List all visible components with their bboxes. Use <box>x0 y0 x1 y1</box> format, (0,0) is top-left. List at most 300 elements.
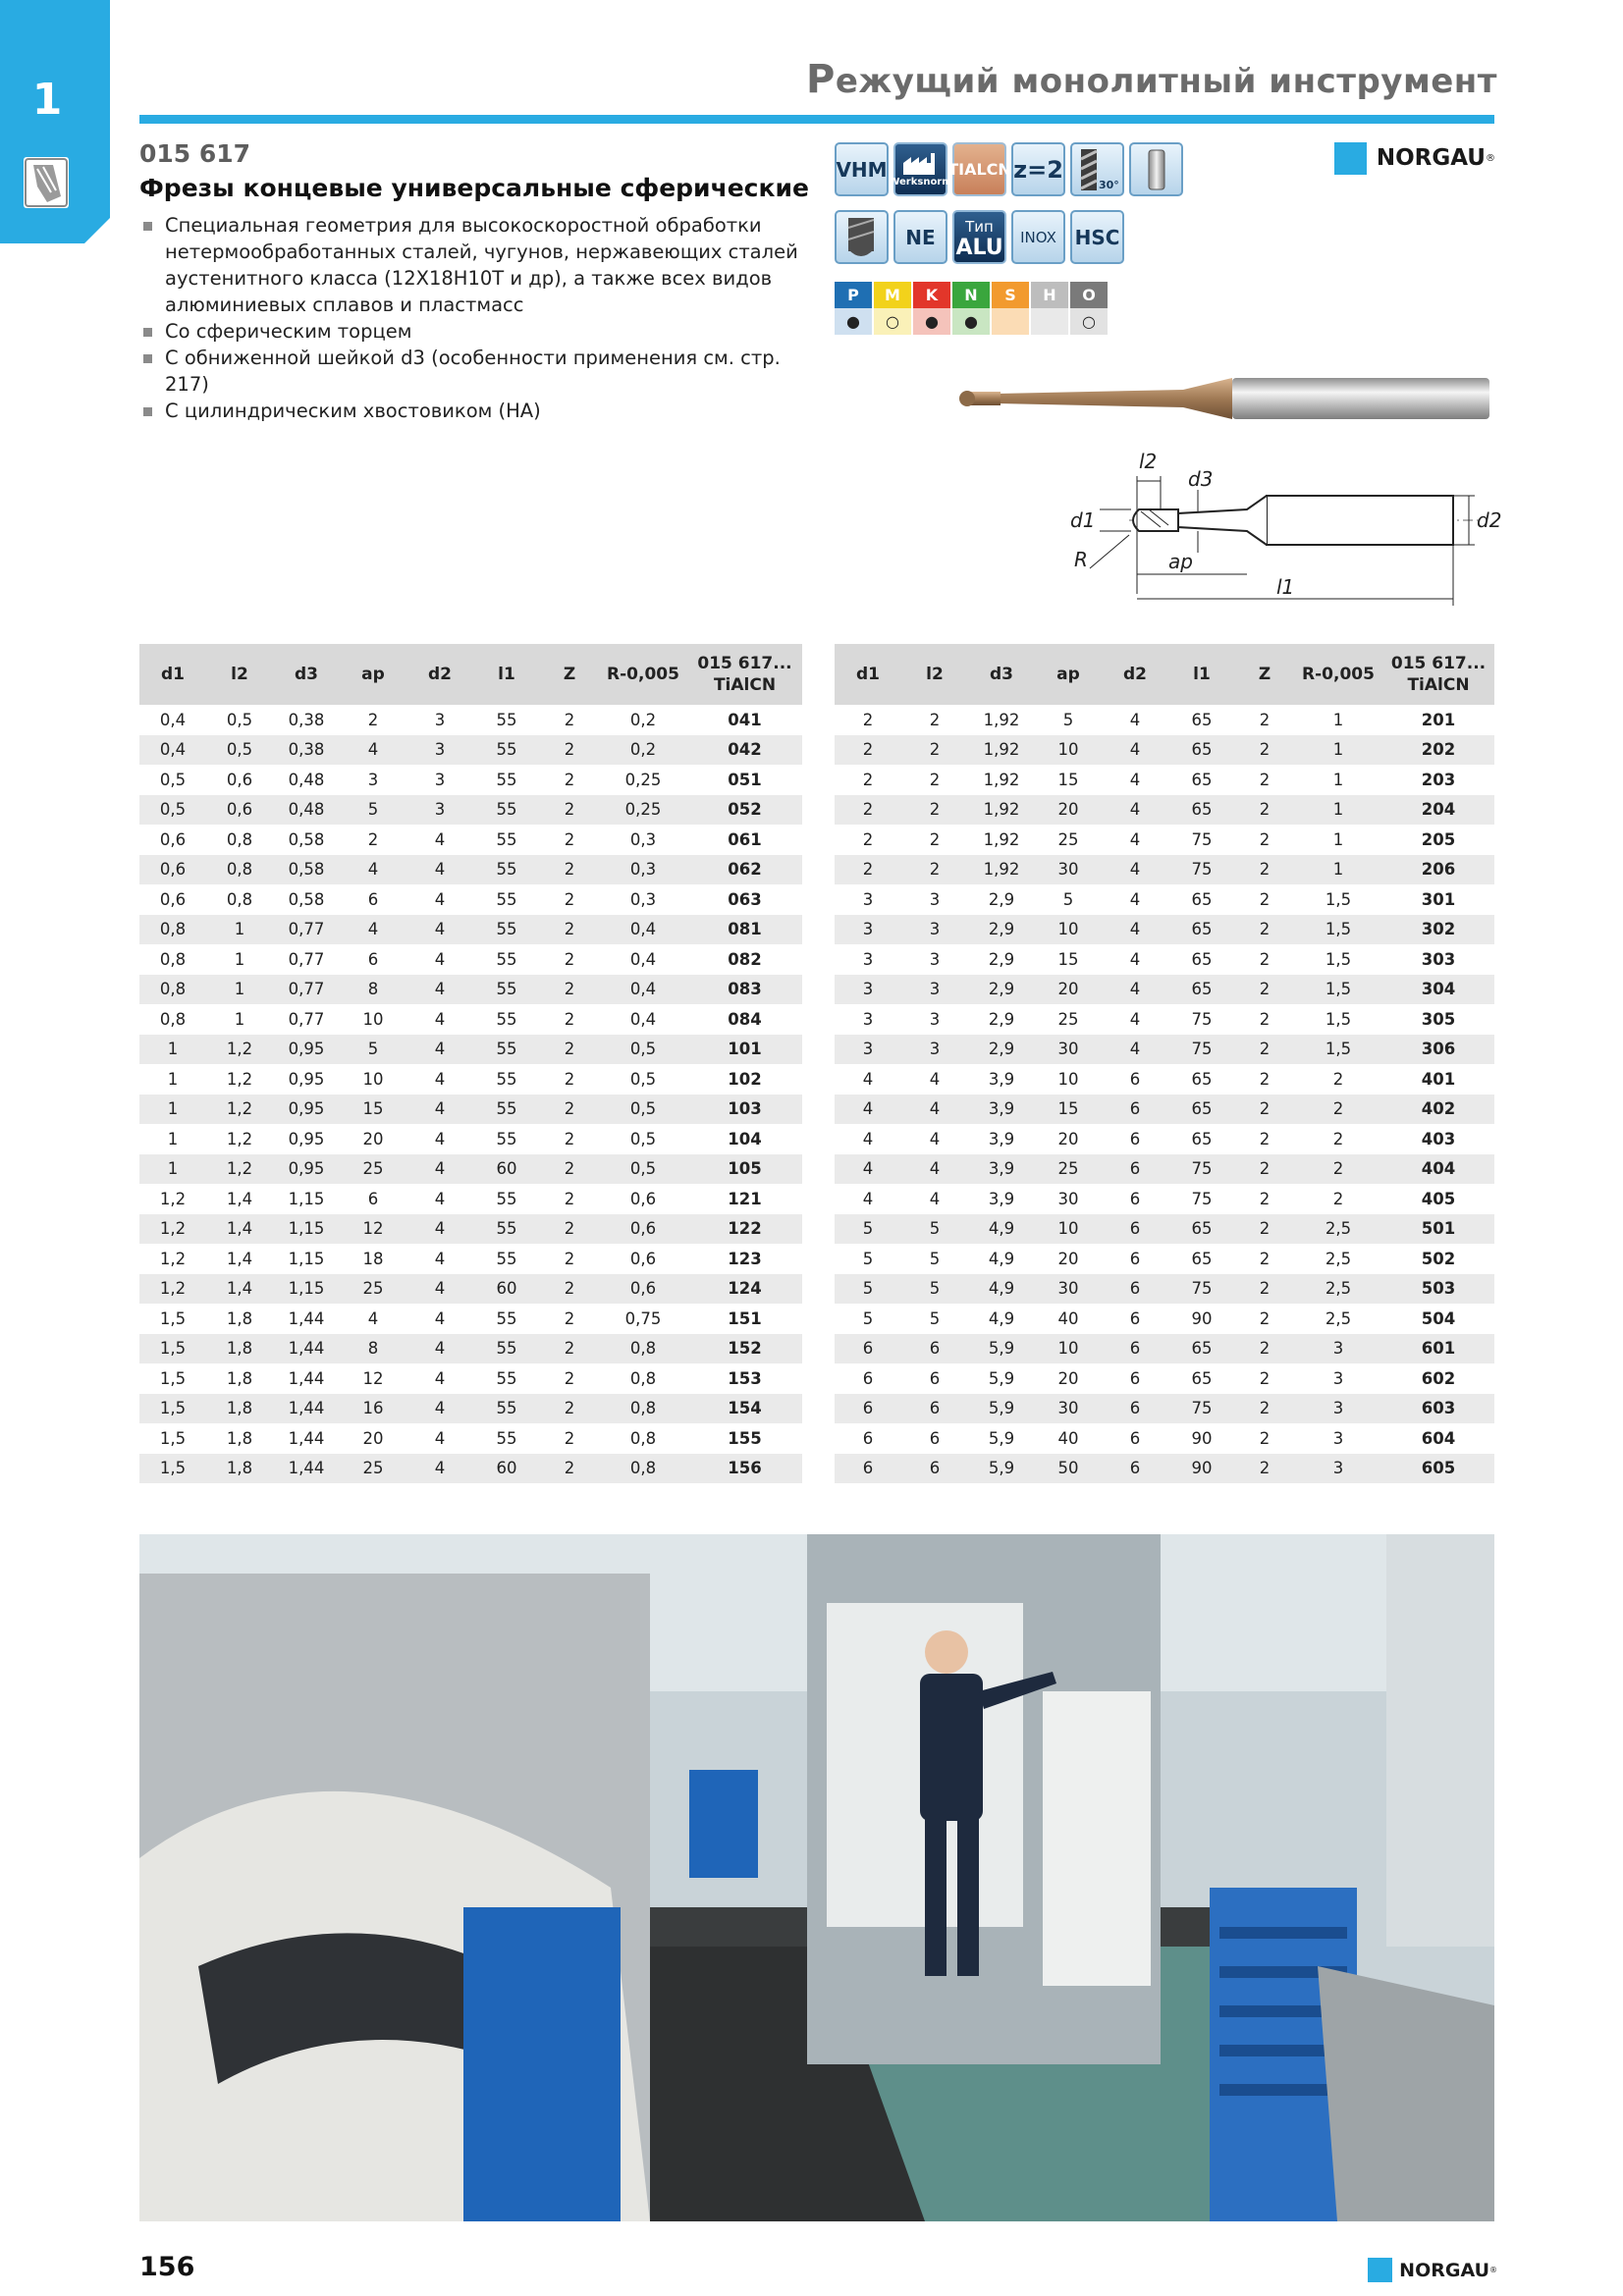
table-cell: 5 <box>862 1249 874 1268</box>
table-cell: 65 <box>1191 710 1213 729</box>
table-cell: 55 <box>473 1095 540 1125</box>
table-cell: 0,6 <box>206 795 273 826</box>
table-cell: 2 <box>1235 1394 1294 1424</box>
ball-nose-icon <box>839 214 886 261</box>
table-row <box>139 1334 802 1364</box>
table-cell: 55 <box>473 855 540 885</box>
material-suitability-mark: ○ <box>1070 308 1108 335</box>
table-cell: 0,8 <box>629 1428 657 1448</box>
d2-label: d2 <box>1477 508 1502 532</box>
table-cell: 5,9 <box>968 1454 1035 1484</box>
table-cell: 0,8 <box>599 1454 687 1484</box>
table-row <box>835 1334 1494 1364</box>
feature-item: Специальная геометрия для высокоскоростной обработки нетермообработанных сталей, чугунов, нержавеющих сталей аустенитного класса (12Х18Н10Т и др), а также всех видов алюминиевых сплавов и пластмасс <box>139 212 827 318</box>
table-cell: 2 <box>901 795 968 826</box>
table-cell: 1,8 <box>206 1454 273 1484</box>
order-code-cell: 503 <box>1382 1274 1494 1305</box>
table-row <box>835 1274 1494 1305</box>
brand-logo: NORGAU ® <box>1334 140 1495 176</box>
table-cell: 4 <box>862 1129 874 1148</box>
table-row <box>139 1423 802 1454</box>
table-cell: 2 <box>540 1334 599 1364</box>
table-row <box>835 1004 1494 1035</box>
table-cell: 0,95 <box>288 1129 325 1148</box>
table-cell: 55 <box>473 1394 540 1424</box>
table-cell: 3 <box>929 1009 941 1029</box>
table-cell: 0,5 <box>599 1154 687 1185</box>
table-cell: 3 <box>901 975 968 1005</box>
table-cell: 2,9 <box>988 1009 1015 1029</box>
table-cell: 1,44 <box>288 1368 325 1388</box>
table-cell: 1 <box>234 949 245 969</box>
material-group-o <box>1070 282 1108 335</box>
table-cell: 0,58 <box>273 855 340 885</box>
table-cell: 3,9 <box>988 1189 1015 1208</box>
header-divider <box>139 115 1494 124</box>
table-cell: 2 <box>929 829 941 849</box>
table-cell: 2,9 <box>988 889 1015 909</box>
table-cell: 60 <box>473 1274 540 1305</box>
table-cell: 10 <box>1057 1069 1079 1089</box>
table-cell: 6 <box>862 1428 874 1448</box>
table-cell: 1 <box>167 1129 179 1148</box>
table-cell: 6 <box>1102 1154 1168 1185</box>
werksnorm-badge: Werksnorm <box>893 142 947 196</box>
table-cell: 10 <box>362 1069 384 1089</box>
table-cell: 0,8 <box>226 829 253 849</box>
table-cell: 0,38 <box>288 710 325 729</box>
table-cell: 10 <box>362 1009 384 1029</box>
end-mill-icon <box>24 157 69 208</box>
l2-label: l2 <box>1139 450 1158 473</box>
table-cell: 0,95 <box>288 1069 325 1089</box>
table-cell: 5 <box>340 1035 406 1065</box>
table-cell: 5,9 <box>988 1428 1015 1448</box>
table-cell: 4 <box>406 1035 473 1065</box>
table-row <box>835 1184 1494 1214</box>
table-cell: 3 <box>1294 1334 1382 1364</box>
order-code-cell: 105 <box>687 1154 802 1185</box>
table-cell: 4 <box>406 855 473 885</box>
table-cell: 55 <box>473 1214 540 1245</box>
material-suitability-mark: ● <box>835 308 872 335</box>
order-code-cell: 303 <box>1421 949 1456 969</box>
order-code-cell: 101 <box>687 1035 802 1065</box>
table-cell: 2 <box>1235 975 1294 1005</box>
table-row <box>835 1064 1494 1095</box>
table-cell: 1,8 <box>226 1368 253 1388</box>
table-row <box>139 1124 802 1154</box>
table-cell: 25 <box>340 1154 406 1185</box>
table-cell: 55 <box>496 770 517 789</box>
section-title: Режущий монолитный инструмент <box>805 57 1497 102</box>
table-cell: 5 <box>929 1249 941 1268</box>
table-cell: 0,4 <box>599 915 687 945</box>
table-cell: 65 <box>1191 1368 1213 1388</box>
table-cell: 6 <box>901 1454 968 1484</box>
table-cell: 2 <box>564 949 575 969</box>
table-cell: 2 <box>1235 1095 1294 1125</box>
table-cell: 5 <box>835 1274 901 1305</box>
table-cell: 2,5 <box>1294 1274 1382 1305</box>
table-cell: 30 <box>1035 1274 1102 1305</box>
table-cell: 1,92 <box>983 710 1020 729</box>
table-cell: 2 <box>835 855 901 885</box>
table-cell: 4 <box>406 915 473 945</box>
table-cell: 3 <box>929 889 941 909</box>
order-code-cell: 601 <box>1382 1334 1494 1364</box>
table-row <box>835 855 1494 885</box>
table-cell: 16 <box>340 1394 406 1424</box>
table-row <box>835 735 1494 766</box>
product-title: Фрезы концевые универсальные сферические <box>139 174 809 202</box>
table-cell: 1,15 <box>273 1214 340 1245</box>
column-header: d2 <box>1102 644 1168 705</box>
table-cell: 1,4 <box>206 1214 273 1245</box>
order-code-cell: 061 <box>728 829 762 849</box>
table-row <box>139 705 802 735</box>
ball-nose-badge <box>835 210 889 264</box>
table-cell: 50 <box>1035 1454 1102 1484</box>
table-cell: 1 <box>139 1095 206 1125</box>
column-header: d3 <box>273 644 340 705</box>
table-cell: 4 <box>929 1129 941 1148</box>
table-cell: 2 <box>540 1035 599 1065</box>
table-cell: 55 <box>496 1308 517 1328</box>
table-row <box>835 1095 1494 1125</box>
table-cell: 60 <box>473 1454 540 1484</box>
table-cell: 65 <box>1191 949 1213 969</box>
table-cell: 1 <box>1332 829 1344 849</box>
table-cell: 0,77 <box>273 975 340 1005</box>
table-cell: 2,5 <box>1294 1214 1382 1245</box>
table-cell: 4 <box>340 855 406 885</box>
table-cell: 2 <box>1259 1129 1271 1148</box>
table-cell: 3 <box>434 770 446 789</box>
table-row <box>835 915 1494 945</box>
table-cell: 55 <box>496 1129 517 1148</box>
table-cell: 0,77 <box>273 915 340 945</box>
table-cell: 90 <box>1191 1428 1213 1448</box>
table-cell: 2 <box>929 770 941 789</box>
table-cell: 20 <box>1057 1368 1079 1388</box>
table-cell: 2 <box>862 710 874 729</box>
table-cell: 12 <box>362 1368 384 1388</box>
table-cell: 2 <box>1235 855 1294 885</box>
table-cell: 2 <box>540 975 599 1005</box>
table-cell: 2,9 <box>968 915 1035 945</box>
order-code-cell: 151 <box>728 1308 762 1328</box>
footer-brand-logo: NORGAU ® <box>1368 2258 1497 2282</box>
code-header-line: 015 617... <box>1390 654 1487 673</box>
table-cell: 2 <box>564 1428 575 1448</box>
order-code-cell: 081 <box>687 915 802 945</box>
table-cell: 2 <box>1259 889 1271 909</box>
table-cell: 2 <box>1259 949 1271 969</box>
table-cell: 0,25 <box>624 770 662 789</box>
order-code-cell: 051 <box>728 770 762 789</box>
inox-badge: INOX <box>1011 210 1065 264</box>
table-cell: 1,5 <box>1325 889 1352 909</box>
table-cell: 2 <box>540 1214 599 1245</box>
column-header: ap <box>340 644 406 705</box>
order-code-cell: 204 <box>1382 795 1494 826</box>
alu-badge: Тип ALU <box>952 210 1006 264</box>
table-cell: 2 <box>1294 1095 1382 1125</box>
table-cell: 0,5 <box>599 1035 687 1065</box>
table-cell: 25 <box>340 1274 406 1305</box>
table-cell: 2 <box>564 1189 575 1208</box>
table-cell: 65 <box>1168 795 1235 826</box>
table-cell: 0,77 <box>288 949 325 969</box>
table-cell: 3 <box>1294 1454 1382 1484</box>
table-row <box>139 765 802 795</box>
table-cell: 2 <box>540 1095 599 1125</box>
feature-item: С обниженной шейкой d3 (особенности применения см. стр. 217) <box>139 345 827 398</box>
table-cell: 0,95 <box>273 1095 340 1125</box>
table-cell: 3 <box>406 735 473 766</box>
table-cell: 1,8 <box>206 1334 273 1364</box>
table-cell: 6 <box>1102 1394 1168 1424</box>
table-cell: 2 <box>1259 1249 1271 1268</box>
table-cell: 2 <box>564 710 575 729</box>
table-cell: 5 <box>901 1214 968 1245</box>
order-code-cell: 602 <box>1421 1368 1456 1388</box>
table-cell: 2 <box>1235 1334 1294 1364</box>
table-cell: 2 <box>367 710 379 729</box>
order-code-cell: 205 <box>1421 829 1456 849</box>
order-code-cell: 405 <box>1421 1189 1456 1208</box>
ap-label: ap <box>1168 550 1193 573</box>
article-code: 015 617 <box>139 139 251 168</box>
column-header: d3 <box>968 644 1035 705</box>
flutes-badge: z=2 <box>1011 142 1065 196</box>
table-cell: 0,4 <box>599 975 687 1005</box>
table-cell: 1,92 <box>983 770 1020 789</box>
l1-label: l1 <box>1276 575 1295 599</box>
order-code-cell: 403 <box>1421 1129 1456 1148</box>
table-cell: 4 <box>1129 1009 1141 1029</box>
table-row <box>139 1184 802 1214</box>
table-cell: 2,5 <box>1325 1249 1352 1268</box>
table-cell: 4 <box>340 915 406 945</box>
table-row <box>139 1244 802 1274</box>
table-cell: 2 <box>1235 735 1294 766</box>
table-cell: 1,8 <box>206 1394 273 1424</box>
table-row <box>139 1064 802 1095</box>
table-cell: 0,8 <box>599 1334 687 1364</box>
table-cell: 5 <box>835 1214 901 1245</box>
table-cell: 6 <box>862 1368 874 1388</box>
order-code-cell: 084 <box>728 1009 762 1029</box>
table-cell: 0,5 <box>629 1129 657 1148</box>
table-cell: 1,5 <box>139 1394 206 1424</box>
table-cell: 6 <box>1129 1368 1141 1388</box>
table-row <box>835 1124 1494 1154</box>
table-cell: 40 <box>1057 1428 1079 1448</box>
table-cell: 2 <box>1259 1009 1271 1029</box>
table-row <box>835 884 1494 915</box>
table-cell: 75 <box>1168 1394 1235 1424</box>
order-code-cell: 504 <box>1421 1308 1456 1328</box>
table-cell: 2 <box>540 1454 599 1484</box>
table-cell: 6 <box>367 949 379 969</box>
table-cell: 1,2 <box>206 1154 273 1185</box>
table-row <box>835 1363 1494 1394</box>
table-cell: 4 <box>340 735 406 766</box>
column-header: l2 <box>901 644 968 705</box>
column-header-code <box>1382 644 1494 705</box>
table-cell: 55 <box>496 1009 517 1029</box>
table-cell: 2 <box>1259 1368 1271 1388</box>
table-cell: 1,5 <box>159 1308 187 1328</box>
table-cell: 1 <box>1294 855 1382 885</box>
table-cell: 1,92 <box>968 735 1035 766</box>
table-cell: 2 <box>564 1069 575 1089</box>
table-cell: 55 <box>473 1334 540 1364</box>
table-row <box>139 1095 802 1125</box>
table-cell: 10 <box>1035 735 1102 766</box>
table-cell: 1,2 <box>159 1189 187 1208</box>
order-code-cell: 152 <box>687 1334 802 1364</box>
table-cell: 4,9 <box>988 1249 1015 1268</box>
table-cell: 4 <box>1102 855 1168 885</box>
cylindrical-shank-badge <box>1129 142 1183 196</box>
tool-photo <box>938 368 1497 427</box>
table-cell: 4 <box>434 1249 446 1268</box>
table-cell: 5 <box>1062 889 1074 909</box>
table-cell: 4 <box>434 889 446 909</box>
column-header: d2 <box>406 644 473 705</box>
table-cell: 0,6 <box>599 1214 687 1245</box>
table-row <box>139 795 802 826</box>
table-cell: 0,6 <box>159 829 187 849</box>
table-cell: 65 <box>1168 1334 1235 1364</box>
table-cell: 20 <box>362 1129 384 1148</box>
table-cell: 0,6 <box>629 1249 657 1268</box>
table-cell: 2 <box>1235 1454 1294 1484</box>
table-cell: 4 <box>406 975 473 1005</box>
table-cell: 0,4 <box>139 735 206 766</box>
table-cell: 2 <box>901 735 968 766</box>
table-cell: 20 <box>1057 1129 1079 1148</box>
table-cell: 0,4 <box>629 1009 657 1029</box>
table-cell: 1 <box>1332 770 1344 789</box>
table-cell: 55 <box>496 1428 517 1448</box>
table-cell: 6 <box>1129 1129 1141 1148</box>
table-cell: 0,3 <box>629 889 657 909</box>
order-code-cell: 154 <box>687 1394 802 1424</box>
material-letter: O <box>1070 282 1108 308</box>
table-cell: 3,9 <box>988 1129 1015 1148</box>
table-cell: 1,5 <box>1325 1009 1352 1029</box>
feature-list <box>139 212 827 424</box>
table-cell: 4 <box>434 1189 446 1208</box>
column-header: l1 <box>1168 644 1235 705</box>
table-cell: 4 <box>1129 710 1141 729</box>
table-cell: 2,9 <box>968 1035 1035 1065</box>
material-letter: H <box>1031 282 1068 308</box>
shank-icon <box>1137 146 1176 193</box>
column-header: l2 <box>206 644 273 705</box>
workshop-photo <box>139 1534 1494 2221</box>
table-cell: 1,5 <box>1294 915 1382 945</box>
table-cell: 2 <box>540 855 599 885</box>
table-cell: 0,3 <box>599 855 687 885</box>
material-group-k <box>913 282 950 335</box>
order-code-cell: 306 <box>1382 1035 1494 1065</box>
table-cell: 75 <box>1191 1009 1213 1029</box>
table-cell: 2 <box>564 829 575 849</box>
table-cell: 6 <box>929 1368 941 1388</box>
order-code-cell: 501 <box>1382 1214 1494 1245</box>
table-cell: 25 <box>1057 1009 1079 1029</box>
table-row <box>835 1423 1494 1454</box>
spec-table-right <box>835 644 1494 1483</box>
table-cell: 55 <box>496 1069 517 1089</box>
material-suitability-mark <box>992 308 1029 335</box>
table-cell: 1,4 <box>206 1274 273 1305</box>
material-group-n <box>952 282 990 335</box>
table-cell: 0,8 <box>206 855 273 885</box>
table-row <box>139 1214 802 1245</box>
table-cell: 30 <box>1035 1035 1102 1065</box>
table-cell: 0,8 <box>159 1009 187 1029</box>
table-cell: 2,9 <box>968 975 1035 1005</box>
order-code-cell: 124 <box>687 1274 802 1305</box>
table-cell: 55 <box>473 1035 540 1065</box>
table-cell: 6 <box>1102 1274 1168 1305</box>
table-cell: 1 <box>1294 735 1382 766</box>
r-label: R <box>1074 548 1088 571</box>
material-letter: M <box>874 282 911 308</box>
table-cell: 2 <box>540 1274 599 1305</box>
table-cell: 0,8 <box>226 889 253 909</box>
table-cell: 2 <box>564 1009 575 1029</box>
table-cell: 3 <box>929 949 941 969</box>
table-cell: 55 <box>496 710 517 729</box>
table-cell: 3,9 <box>968 1095 1035 1125</box>
d3-label: d3 <box>1188 467 1214 491</box>
table-cell: 30 <box>1035 855 1102 885</box>
table-cell: 5 <box>862 1308 874 1328</box>
table-row <box>139 1274 802 1305</box>
table-cell: 1,2 <box>206 1095 273 1125</box>
table-cell: 2 <box>1235 915 1294 945</box>
table-cell: 5 <box>929 1308 941 1328</box>
order-code-cell: 052 <box>687 795 802 826</box>
table-cell: 15 <box>340 1095 406 1125</box>
table-cell: 65 <box>1168 1095 1235 1125</box>
table-cell: 0,48 <box>288 770 325 789</box>
table-cell: 75 <box>1168 1035 1235 1065</box>
order-code-cell: 083 <box>687 975 802 1005</box>
table-cell: 4 <box>406 1394 473 1424</box>
material-group-p <box>835 282 872 335</box>
table-cell: 90 <box>1168 1454 1235 1484</box>
table-cell: 1,44 <box>288 1308 325 1328</box>
order-code-cell: 604 <box>1421 1428 1456 1448</box>
table-cell: 2 <box>862 770 874 789</box>
table-cell: 4 <box>434 1368 446 1388</box>
table-cell: 1,15 <box>288 1249 325 1268</box>
table-row <box>835 705 1494 735</box>
table-cell: 65 <box>1191 1249 1213 1268</box>
table-cell: 55 <box>473 795 540 826</box>
table-cell: 3 <box>901 1035 968 1065</box>
table-row <box>835 795 1494 826</box>
table-cell: 4 <box>929 1069 941 1089</box>
